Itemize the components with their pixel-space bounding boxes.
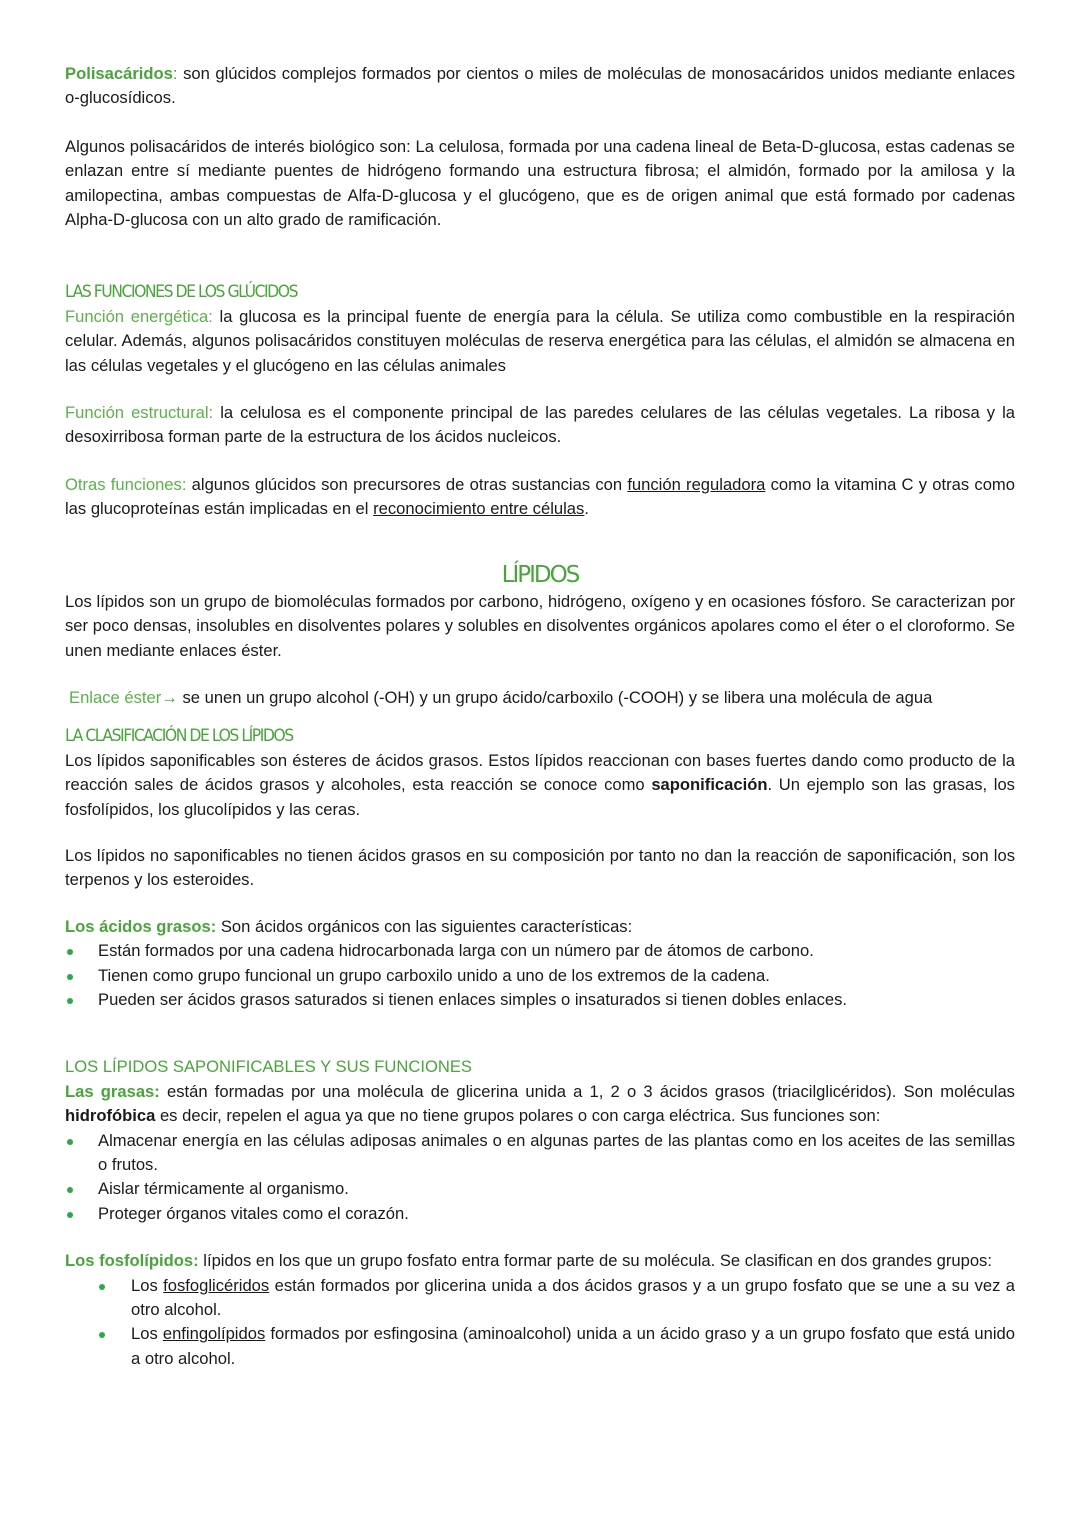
lipidos-title: LÍPIDOS [501,561,579,588]
enlace-ester [65,686,1015,710]
enfingolipidos-text: formados por esfingosina (aminoalcohol) unida a un ácido graso y a un grupo fosfato que está unido a otro alcohol. [131,1324,1015,1368]
funciones-glucidos-heading-wrap [65,280,1015,304]
polisacaridos-colon: : [172,64,178,83]
saponificables-heading: LOS LÍPIDOS SAPONIFICABLES Y SUS FUNCIONES [65,1057,472,1077]
reconocimiento-celulas-link: reconocimiento entre células [373,499,585,519]
enfingolipidos-pre: Los [131,1324,163,1344]
clasificacion-heading: LA CLASIFICACIÓN DE LOS LÍPIDOS [65,726,293,747]
funciones-glucidos-heading: LAS FUNCIONES DE LOS GLÚCIDOS [65,282,298,303]
acidos-grasos-term: Los ácidos grasos: [65,916,217,936]
polisacaridos-term: Polisacáridos [65,64,173,83]
funcion-estructural-term: Función estructural: [65,403,214,423]
funcion-energetica [65,305,1015,378]
list-item: Proteger órganos vitales como el corazón. [65,1202,1015,1226]
enlace-ester-text: se unen un grupo alcohol (-OH) y un grupo ácido/carboxilo (-COOH) y se libera una molécula de agua [177,687,933,707]
enfingolipidos-link: enfingolípidos [162,1324,266,1344]
fosfogliceridos-text: están formados por glicerina unida a dos ácidos grasos y a un grupo fosfato que se une a su vez a otro alcohol. [131,1275,1015,1320]
lipidos-intro: Los lípidos son un grupo de biomoléculas formados por carbono, hidrógeno, oxígeno y en ocasiones fósforo. Se caracterizan por ser poco densas, insolubles en disolventes polares y solubles en disolventes orgánicos apolares como el éter o el cloroformo. Se unen mediante enlaces éster. [65,591,1015,660]
otras-funciones-text-2: como la vitamina C y otras como las glucoproteínas están implicadas en el [65,474,1015,519]
acidos-grasos-text: Son ácidos orgánicos con las siguientes características: [216,916,633,936]
funcion-energetica-text: la glucosa es la principal fuente de energía para la célula. Se utiliza como combustible en la respiración celular. Además, algunos polisacáridos constituyen moléculas de reserva energética para las células, el almidón se almacena en las células vegetales y el glucógeno en las células animales [65,306,1015,375]
grasas-list [65,1129,1015,1227]
otras-funciones-text-1: algunos glúcidos son precursores de otras sustancias con [186,474,628,494]
polisacaridos-text: son glúcidos complejos formados por cientos o miles de moléculas de monosacáridos unidos mediante enlaces o-glucosídicos. [65,64,1015,108]
grasas-text-2: es decir, repelen el agua ya que no tiene grupos polares o con carga eléctrica. Sus funciones son: [155,1106,881,1126]
funcion-estructural-text: la celulosa es el componente principal de las paredes celulares de las células vegetales. La ribosa y la desoxirribosa forman parte de la estructura de los ácidos nucleicos. [65,403,1015,447]
otras-funciones-text-3: . [584,499,589,519]
document-page [65,62,1015,1371]
fosfolipidos-term: Los fosfolípidos: [65,1251,199,1271]
arrow-right-icon: → [161,687,178,707]
hidrofobica-bold: hidrofóbica [65,1106,156,1126]
list-item: Aislar térmicamente al organismo. [65,1177,1015,1201]
otras-funciones [65,473,1015,522]
grasas-term: Las grasas: [65,1081,160,1101]
clasificacion-heading-wrap [65,724,1015,748]
otras-funciones-term: Otras funciones: [65,474,187,494]
funcion-estructural [65,401,1015,450]
grasas-text-1: están formadas por una molécula de glicerina unida a 1, 2 o 3 ácidos grasos (triacilglicéridos). Son moléculas [159,1081,1015,1101]
fosfolipidos-text: lípidos en los que un grupo fosfato entra formar parte de su molécula. Se clasifican en dos grandes grupos: [198,1251,992,1271]
fosfolipidos-list [65,1274,1015,1372]
list-item: Pueden ser ácidos grasos saturados si tienen enlaces simples o insaturados si tienen dobles enlaces. [65,988,1015,1012]
saponificacion-bold: saponificación [651,775,768,795]
acidos-grasos [65,915,1015,939]
fosfogliceridos-link: fosfoglicéridos [163,1275,270,1295]
lipidos-no-saponificables: Los lípidos no saponificables no tienen ácidos grasos en su composición por tanto no dan la reacción de saponificación, son los terpenos y los esteroides. [65,845,1015,890]
list-item: Tienen como grupo funcional un grupo carboxilo unido a uno de los extremos de la cadena. [65,964,1015,988]
funcion-reguladora-link: función reguladora [627,474,766,494]
saponificables-text-2: . Un ejemplo son las grasas, los fosfolípidos, los glucolípidos y las ceras. [65,775,1015,819]
list-item [65,1322,1015,1371]
funcion-energetica-term: Función energética: [65,306,213,326]
polisacaridos-definition [65,62,1015,111]
fosfolipidos [65,1249,1015,1273]
acidos-grasos-list [65,939,1015,1012]
list-item: Almacenar energía en las células adiposas animales o en algunas partes de las plantas como en los aceites de las semillas o frutos. [65,1129,1015,1178]
list-item: Están formados por una cadena hidrocarbonada larga con un número par de átomos de carbono. [65,939,1015,963]
fosfoglicéridos-pre: Los [131,1275,164,1295]
polisacaridos-interes: Algunos polisacáridos de interés biológico son: La celulosa, formada por una cadena lineal de Beta-D-glucosa, estas cadenas se enlazan entre sí mediante puentes de hidrógeno formando una estructura fibrosa; el almidón, formado por la amilosa y la amilopectina, ambas compuestas de Alfa-D-glucosa y el glucógeno, que es de origen animal que está formado por cadenas Alpha-D-glucosa con un alto grado de ramificación. [65,136,1015,230]
enlace-ester-term: Enlace éster [69,687,162,707]
grasas [65,1080,1015,1129]
list-item [65,1274,1015,1323]
lipidos-saponificables [65,749,1015,822]
saponificables-text-1: Los lípidos saponificables son ésteres de ácidos grasos. Estos lípidos reaccionan con bases fuertes dando como producto de la reacción sales de ácidos grasos y alcoholes, esta reacción se conoce como [65,750,1015,795]
